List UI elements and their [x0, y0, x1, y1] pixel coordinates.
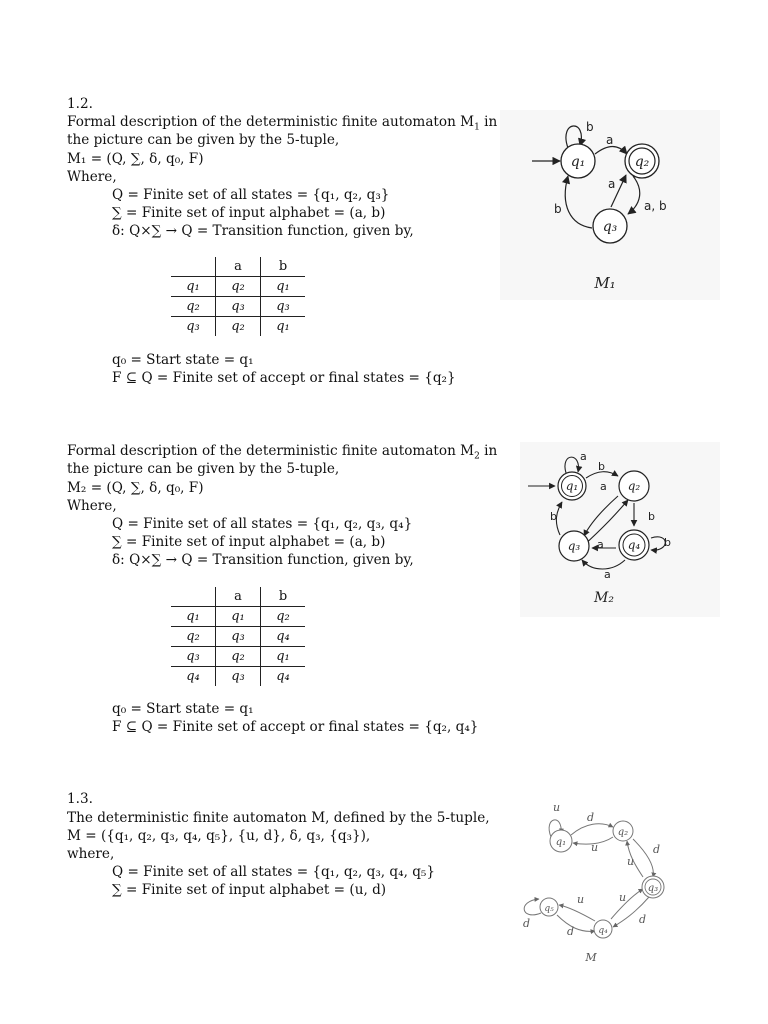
table-header-cell: a [216, 587, 261, 607]
state-q3-label: q₃ [602, 219, 618, 235]
edge-q1-q2 [571, 824, 613, 835]
table-header-cell [171, 257, 216, 277]
m-figure-caption: M [585, 951, 597, 964]
edge-q4-q3-label: a [597, 538, 604, 551]
m-q-definition: Q = Finite set of all states = {q₁, q₂, q₃, q₄, q₅} [112, 864, 436, 880]
q4-loop-label: b [664, 536, 671, 549]
m-sigma-definition: ∑ = Finite set of input alphabet = (u, d) [112, 882, 387, 898]
m1-where: Where, [67, 169, 117, 185]
m2-delta-definition: δ: Q×∑ → Q = Transition function, given by, [112, 552, 414, 568]
m1-transition-table [171, 257, 305, 336]
table-header-cell: b [278, 259, 288, 274]
edge-q1-q2-label: b [598, 460, 605, 473]
table-cell: q₂ [261, 607, 306, 627]
table-cell: q₃ [216, 667, 261, 687]
q1-loop-label: b [586, 120, 594, 134]
figure-background [520, 442, 720, 617]
table-row [171, 607, 305, 627]
state-q4-label: q₄ [627, 538, 641, 552]
edge-q3-q1-label: b [554, 202, 562, 216]
state-q1-label: q₁ [555, 837, 567, 848]
m2-state-diagram [520, 442, 720, 617]
table-row [171, 317, 305, 337]
table-cell: q₂ [216, 277, 261, 297]
table-cell: q₁ [261, 647, 306, 667]
edge-q2-q3-label: a [600, 480, 607, 493]
edge-q1-q2-label: d [587, 811, 595, 824]
edge-q3-q2-label: a [608, 177, 616, 191]
m2-q-definition: Q = Finite set of all states = {q₁, q₂, q₃, q₄} [112, 516, 413, 532]
table-row [171, 667, 305, 687]
m1-q-definition: Q = Finite set of all states = {q₁, q₂, q₃} [112, 187, 390, 203]
state-q2-label: q₂ [634, 154, 650, 170]
state-q1-label: q₁ [570, 154, 586, 170]
table-cell: q₄ [171, 667, 216, 687]
edge-q3-q2-label: u [627, 855, 635, 868]
table-cell: q₃ [171, 647, 216, 667]
table-cell: q₄ [261, 667, 306, 687]
m2-intro-line2: the picture can be given by the 5-tuple, [67, 461, 340, 477]
m1-sigma-definition: ∑ = Finite set of input alphabet = (a, b) [112, 205, 386, 221]
table-cell: q₂ [216, 647, 261, 667]
m1-start-state: q₀ = Start state = q₁ [112, 352, 254, 368]
m-tuple: M = ({q₁, q₂, q₃, q₄, q₅}, {u, d}, δ, q₃, {q₃}), [67, 828, 371, 844]
edge-q3-q4-label: d [639, 913, 647, 926]
table-row [171, 277, 305, 297]
table-cell: q₂ [171, 297, 216, 317]
state-q5-label: q₅ [544, 904, 554, 914]
m2-figure-caption: M₂ [594, 590, 614, 606]
state-q3-label: q₃ [567, 539, 581, 553]
table-header-cell [171, 587, 216, 607]
edge-q3-q1-label: b [550, 510, 557, 523]
edge-q4-q5-label: u [577, 893, 585, 906]
table-row [171, 627, 305, 647]
section-number-1-2: 1.2. [67, 96, 93, 112]
edge-q2-q3-label: a, b [644, 199, 667, 213]
state-q2-label: q₂ [627, 479, 641, 493]
edge-q5-q4-label: d [567, 925, 575, 938]
section-number-1-3: 1.3. [67, 791, 93, 807]
m1-tuple: M₁ = (Q, ∑, δ, q₀, F) [67, 151, 204, 167]
table-cell: q₄ [261, 627, 306, 647]
m2-sigma-definition: ∑ = Finite set of input alphabet = (a, b) [112, 534, 386, 550]
state-q1-label: q₁ [565, 479, 579, 493]
q5-loop-label: d [523, 917, 531, 930]
q1-loop-label: a [580, 450, 587, 463]
m1-figure-caption: M₁ [594, 274, 616, 292]
table-cell: q₃ [216, 297, 261, 317]
state-q4-label: q₄ [598, 926, 608, 936]
m1-state-diagram [500, 110, 720, 300]
m1-intro-line2: the picture can be given by the 5-tuple, [67, 132, 340, 148]
edge-q4-q3-lower-label: a [604, 568, 611, 581]
edge-q2-q3-label: d [653, 843, 661, 856]
m1-intro-line1: Formal description of the deterministic finite automaton $M_1$ in [67, 114, 498, 133]
table-cell: q₁ [261, 277, 306, 297]
table-cell: q₁ [216, 607, 261, 627]
table-cell: q₃ [261, 297, 306, 317]
m2-final-states: F ⊆ Q = Finite set of accept or final states = {q₂, q₄} [112, 719, 479, 735]
m-intro-line1: The deterministic finite automaton M, defined by the 5-tuple, [67, 810, 490, 826]
edge-q2-q1-label: u [591, 841, 599, 854]
m2-transition-table [171, 587, 305, 686]
table-cell: q₂ [216, 317, 261, 337]
q1-loop-label: u [553, 801, 561, 814]
m-state-diagram [515, 795, 715, 970]
q5-self-loop [524, 899, 541, 915]
edge-q4-q3-label: u [619, 891, 627, 904]
m2-start-state: q₀ = Start state = q₁ [112, 701, 254, 717]
table-header-row [171, 587, 305, 607]
table-cell: q₃ [171, 317, 216, 337]
state-q2-label: q₂ [617, 827, 629, 838]
table-cell: q₃ [216, 627, 261, 647]
state-q3-label: q₃ [647, 883, 659, 894]
table-header-row [171, 257, 305, 277]
edge-q1-q2-label: a [606, 133, 614, 147]
m-where: where, [67, 846, 115, 862]
m2-intro-line1: Formal description of the deterministic finite automaton $M_2$ in [67, 443, 498, 462]
table-header-cell: b [278, 589, 288, 604]
m2-where: Where, [67, 498, 117, 514]
edge-q2-q3 [633, 839, 653, 877]
m2-tuple: M₂ = (Q, ∑, δ, q₀, F) [67, 480, 204, 496]
table-cell: q₂ [171, 627, 216, 647]
table-cell: q₁ [171, 607, 216, 627]
table-row [171, 647, 305, 667]
table-cell: q₁ [261, 317, 306, 337]
edge-q4-q5 [559, 905, 595, 921]
edge-q2-q4-label: b [648, 510, 655, 523]
table-row [171, 297, 305, 317]
table-header-cell: a [216, 257, 261, 277]
table-cell: q₁ [171, 277, 216, 297]
m1-final-states: F ⊆ Q = Finite set of accept or final states = {q₂} [112, 370, 456, 386]
m1-delta-definition: δ: Q×∑ → Q = Transition function, given by, [112, 223, 414, 239]
